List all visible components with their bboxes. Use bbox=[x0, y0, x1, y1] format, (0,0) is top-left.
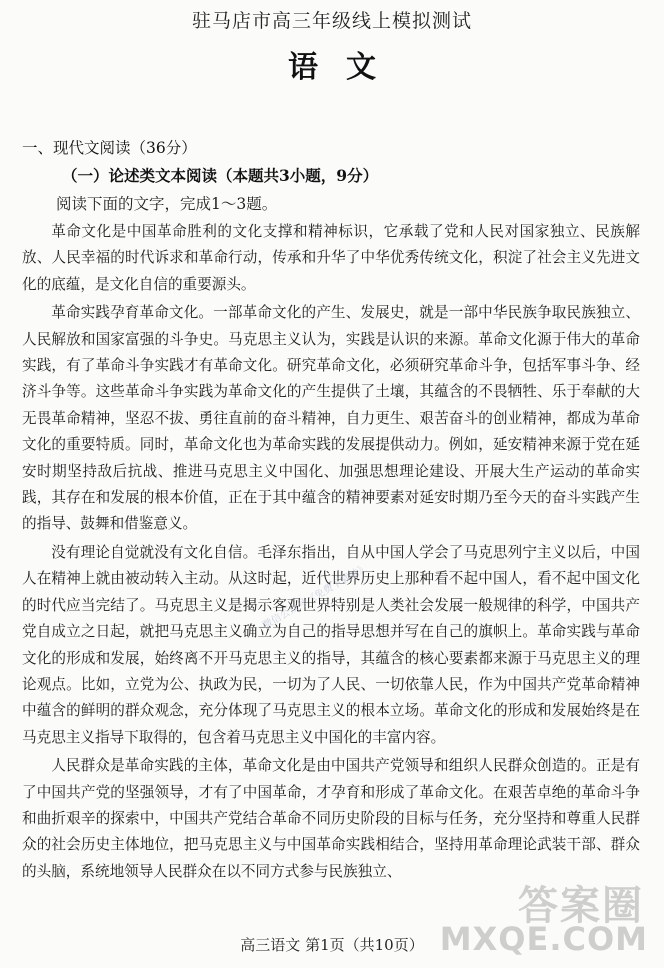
subsection-heading: （一）论述类文本阅读（本题共3小题，9分） bbox=[62, 166, 379, 185]
subject-title: 语文 bbox=[288, 50, 404, 85]
reading-passage bbox=[22, 219, 640, 887]
passage-paragraph: 没有理论自觉就没有文化自信。毛泽东指出，自从中国人学会了马克思列宁主义以后，中国人在精神上就由被动转入主动。从这时起，近代世界历史上那种看不起中国人，看不起中国文化的时代应当完结了。马克思主义是揭示客观世界特别是人类社会发展一般规律的科学，中国共产党自成立之日起，就把马克思主义确立为自己的指导思想并写在自己的旗帜上。革命实践与革命文化的形成和发展，始终离不开马克思主义的指导，其蕴含的核心要素都来源于马克思主义的理论观点。比如，立党为公、执政为民，一切为了人民、一切依靠人民，作为中国共产党革命精神中蕴含的鲜明的群众观念，充分体现了马克思主义的根本立场。革命文化的形成和发展始终是在马克思主义指导下取得的，包含着马克思主义中国化的丰富内容。 bbox=[22, 543, 640, 746]
site-watermark-logo bbox=[439, 870, 656, 962]
passage-paragraph: 革命文化是中国革命胜利的文化支撑和精神标识，它承载了党和人民对国家独立、民族解放、人民幸福的时代诉求和革命行动，传承和升华了中华优秀传统文化，积淀了社会主义先进文化的底蕴，是文化自信的重要源头。 bbox=[22, 223, 640, 293]
stamp-watermark: 微信公众号《免费下载站》 bbox=[260, 562, 371, 632]
reading-instruction: 阅读下面的文字，完成1～3题。 bbox=[56, 195, 278, 213]
exam-title: 驻马店市高三年级线上模拟测试 bbox=[191, 10, 472, 32]
passage-paragraph: 人民群众是革命实践的主体，革命文化是由中国共产党领导和组织人民群众创造的。正是有了中国共产党的坚强领导，才有了中国革命，才孕育和形成了革命文化。在艰苦卓绝的革命斗争和曲折艰辛的探索中，中国共产党结合革命不同历史阶段的目标与任务，充分坚持和尊重人民群众的社会历史主体地位，把马克思主义与中国革命实践相结合，坚持用革命理论武装干部、群众的头脑，系统地领导人民群众在以不同方式参与民族独立、 bbox=[22, 757, 640, 880]
watermark-cn-text: 答案圈 bbox=[518, 883, 644, 929]
section-heading: 一、现代文阅读（36分） bbox=[22, 139, 197, 157]
passage-paragraph: 革命实践孕育革命文化。一部革命文化的产生、发展史，就是一部中华民族争取民族独立、人民解放和国家富强的斗争史。马克思主义认为，实践是认识的来源。革命文化源于伟大的革命实践，有了革命斗争实践才有革命文化。研究革命文化，必须研究革命斗争，包括军事斗争、经济斗争等。这些革命斗争实践为革命文化的产生提供了土壤，其蕴含的不畏牺牲、乐于奉献的大无畏革命精神，坚忍不拔、勇往直前的奋斗精神，自力更生、艰苦奋斗的创业精神，都成为革命文化的重要特质。同时，革命文化也为革命实践的发展提供动力。例如，延安精神来源于党在延安时期坚持敌后抗战、推进马克思主义中国化、加强思想理论建设、开展大生产运动的革命实践，其存在和发展的根本价值，正在于其中蕴含的精神要素对延安时期乃至今天的奋斗实践产生的指导、鼓舞和借鉴意义。 bbox=[22, 304, 640, 533]
page-footer: 高三语文 第1页（共10页） bbox=[240, 936, 424, 954]
watermark-en-text: MXQE.COM bbox=[439, 920, 648, 958]
